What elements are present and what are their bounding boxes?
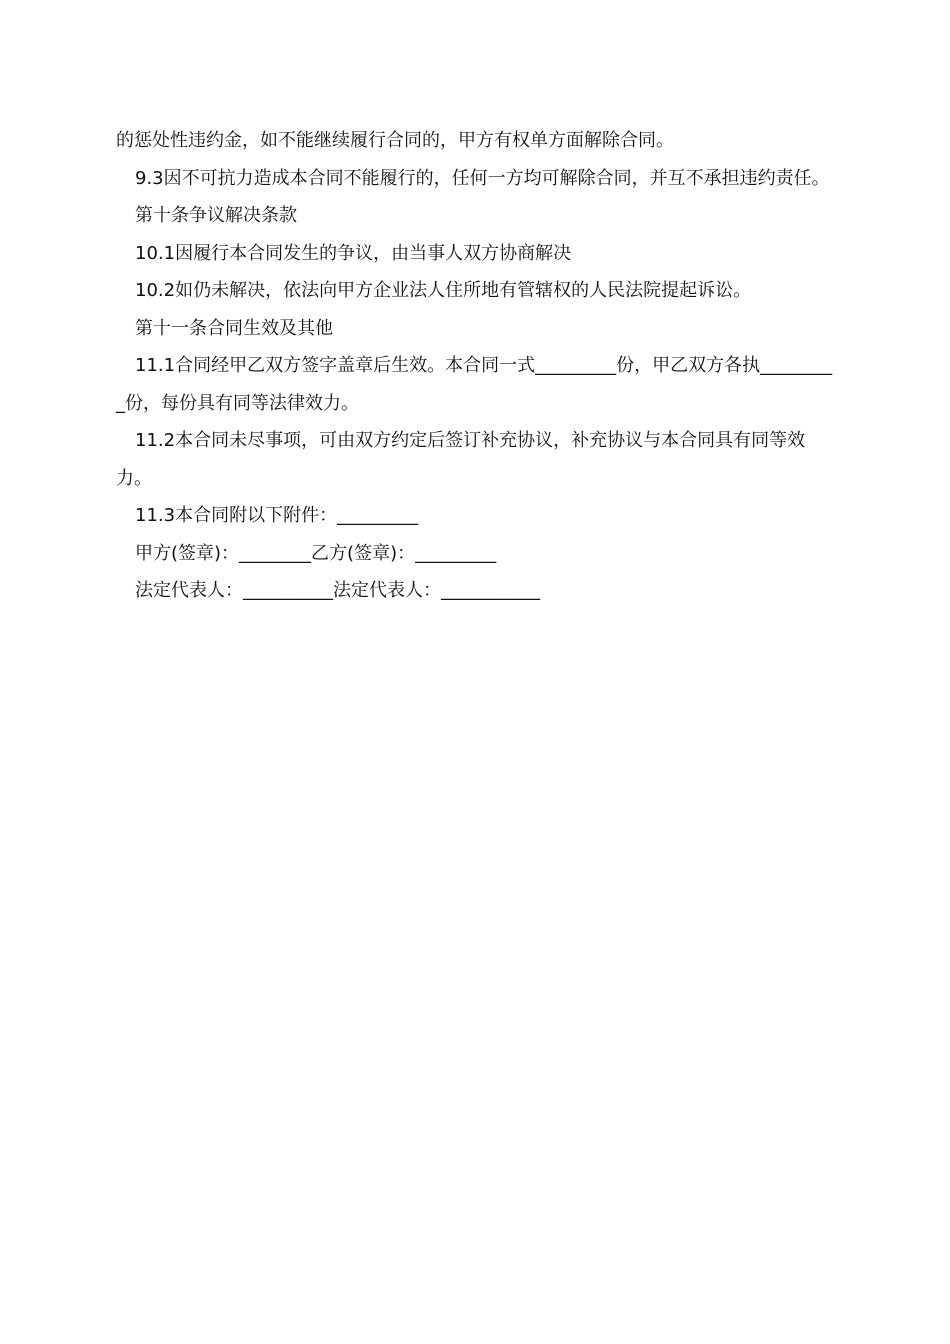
paragraph-11-2-supplement: 11.2本合同未尽事项，可由双方约定后签订补充协议，补充协议与本合同具有同等效力。 bbox=[116, 430, 806, 489]
signature-line-parties: 甲方(签章)：________乙方(签章)：_________ bbox=[135, 542, 497, 564]
paragraph-11-1-effectiveness: 11.1合同经甲乙双方签字盖章后生效。本合同一式_________份，甲乙双方各执_________份，每份具有同等法律效力。 bbox=[116, 355, 833, 414]
paragraph-11-3-attachments: 11.3本合同附以下附件：_________ bbox=[135, 505, 419, 526]
paragraph-penalty-clause: 的惩处性违约金，如不能继续履行合同的，甲方有权单方面解除合同。 bbox=[116, 130, 674, 151]
signature-line-representatives: 法定代表人：__________法定代表人：___________ bbox=[135, 580, 540, 601]
document-page bbox=[116, 122, 836, 610]
heading-article-11: 第十一条合同生效及其他 bbox=[135, 317, 333, 339]
paragraph-10-1-negotiation: 10.1因履行本合同发生的争议，由当事人双方协商解决 bbox=[135, 242, 572, 264]
paragraph-9-3-force-majeure: 9.3因不可抗力造成本合同不能履行的，任何一方均可解除合同，并互不承担违约责任。 bbox=[135, 167, 830, 189]
paragraph-10-2-litigation: 10.2如仍未解决，依法向甲方企业法人住所地有管辖权的人民法院提起诉讼。 bbox=[135, 280, 752, 301]
heading-article-10: 第十条争议解决条款 bbox=[135, 205, 297, 226]
